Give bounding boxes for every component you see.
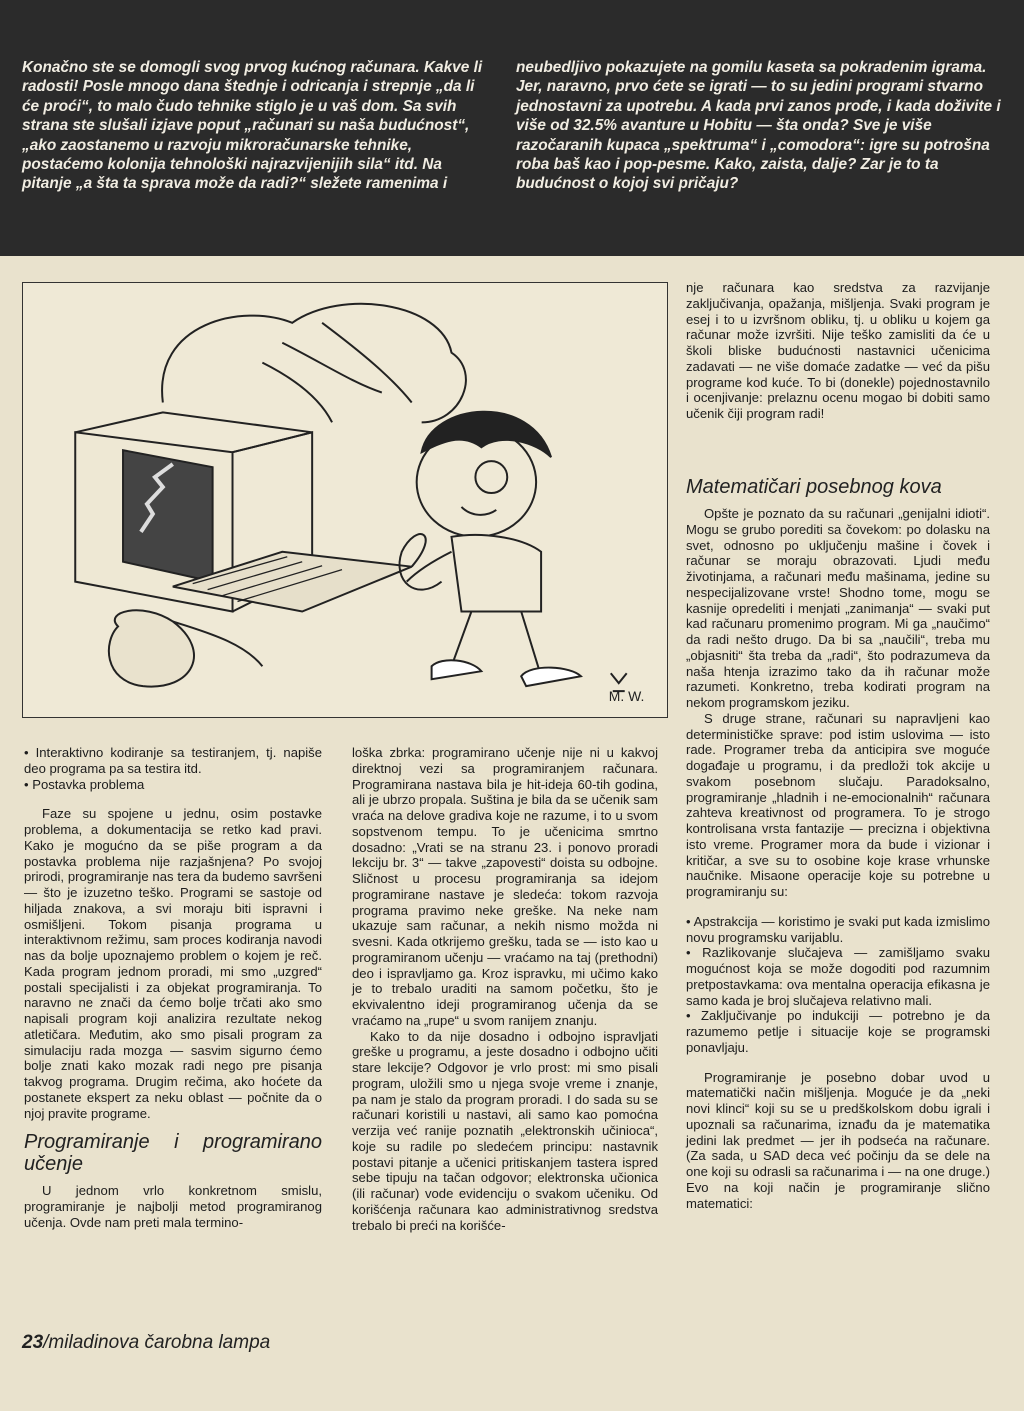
column-1 [24,745,322,1231]
intro-right: neubedljivo pokazujete na gomilu kaseta sa pokradenim igrama. Jer, naravno, prvo ćete se igrati — to su jedini programi stvarno jednostavni za upotrebu. A kada prvi zanos prođe, i kada doživite i više od 32.5% avanture u Hobitu — šta onda? Sve je više razočaranih kupaca „spektruma“ i „comodora“: igre su potrošna roba baš kao i pop-pesme. Kako, zaista, dalje? Zar je to ta budućnost o kojoj svi pričaju? [516,59,1001,193]
intro-left: Konačno ste se domogli svog prvog kućnog računara. Kakve li radosti! Posle mnogo dana štednje i odricanja i strepnje „da li će proći“, to malo čudo tehnike stiglo je u vaš dom. Sa svih strana ste slušali izjave poput „računari su naša budućnost“, „ako zaostanemo u razvoju mikroračunarske tehnike, postaćemo kolonija tehnološki najrazvijenijih sila“ itd. Na pitanje „a šta ta sprava može da radi?“ sležete ramenima i [22,59,483,193]
page-footer [22,1332,270,1354]
col2-paragraph-1: loška zbrka: programirano učenje nije ni u kakvoj direktnoj vezi sa programiranjem računara. Programirana nastava bila je hit-ideja 60-tih godina, ali je ubrzo propala. Suština je bila da se učenik sam vraća na delove gradiva koje ne razume, i to u svom sopstvenom tempu. To je učenicima smrtno dosadno: „Vrati se na stranu 23. i ponovo proradi lekciju br. 3“ — takve „zapovesti“ doista su odbojne. Sličnost u procesu programiranja sa idejom programirane nastave je sledeća: tokom razvoja programa pravimo neke greške. Na neke nam ukazuje sam računar, a nekih nismo možda ni svesni. Kada otkrijemo grešku, tada se — isto kao u programiranom učenju — vraćamo na taj (prethodni) deo i ispravljamo ga. Kroz ispravku, mi učimo kako je to trebalo uraditi na samom početku, što je ekvivalentno ideji programiranog učenja da se vraćamo na „rupe“ u svom ranijem znanju. [352,745,658,1028]
col2-paragraph-2: Kako to da nije dosadno i odbojno ispravljati greške u programu, a jeste dosadno i odbojno učiti stare lekcije? Odgovor je vrlo prost: mi smo pisali program, uložili smo u njega svoje vreme i znanje, pa nam je stalo da program proradi. I do sada su se računari koristili u nastavi, ali samo kao pomoćna verzija već ranije poznatih „elektronskih učinioca“, koje su radile po sledećem principu: nastavnik postavi pitanje a učenici pritiskanjem tastera ispred sebe tipuju na tačan odgovor; elektronska učionica (ili računar) vode evidenciju o svakom učeniku. Od korišćenja računara kao administrativnog sredstva trebalo bi preći na korišće- [352,1028,658,1233]
col3-paragraph-4: Programiranje je posebno dobar uvod u matematički način mišljenja. Moguće je da „neki novi klinci“ koji su se u predškolskom dobu igrali i upoznali sa računarima, iznađu da je matematika jedini lak predmet — jer ih podseća na računare. (Za sada, u SAD deca već počinju da se dele na one koji su odrasli sa računarima i — na one druge.) Evo na koji način je programiranje slično matematici: [686,1069,990,1211]
col1-paragraph-1: Faze su spojene u jednu, osim postavke problema, a dokumentacija se retko kad pravi. Kako je mogućno da se piše program a da postavka problema nije razjašnjena? Po svojoj prirodi, programiranje nas tera da budemo savršeni — što je izuzetno teško. Programi se sastoje od hiljada znakova, a svi moraju biti ispravni i osmišljeni. Tokom pisanja programa u interaktivnom režimu, sam proces kodiranja navodi nas da bolje upoznajemo problem o kojem je reč. Kada program jednom proradi, mi smo „uzgred“ postali specijalisti i za objekat programiranja. To naravno ne znači da ćemo bolje trčati ako smo napisali program koji analizira rezultate nekog atletičara. Međutim, ako smo pisali program za simulaciju rada mozga — sasvim sigurno ćemo bolje znati kako mozak radi nego pre pisanja takvog programa. Drugim rečima, ako hoćete da postanete ekspert za neku oblast — počnite da o njoj pravite programe. [24,806,322,1121]
column-3 [686,476,990,1211]
intro-banner [0,0,1024,256]
cartoon-illustration [22,282,668,718]
column-2 [352,745,658,1233]
bullet-problem-setup: • Postavka problema [24,776,145,792]
column-3-top [686,280,990,422]
col3-paragraph-1: nje računara kao sredstva za razvijanje zaključivanja, opažanja, mišljenja. Svaki program je esej i to u izvršnom obliku, tj. u obliku u kojem ga računar može izvršiti. Nije teško zamisliti da će u školi bliske budućnosti nastavnici učenicima zadavati — ne više domaće zadatke — već da pišu programe kod kuće. To bi (donekle) pojednostavnilo i ocenjivanje: prelaznu ocenu mogao bi dobiti samo učenik čiji program radi! [686,280,990,421]
publication-title: /miladinova čarobna lampa [43,1332,271,1353]
col3-paragraph-3: S druge strane, računari su napravljeni kao determinističke sprave: pod istim uslovima — isto rade. Programer treba da anticipira sve moguće događaje u programu, i da predloži tok akcije u svakom posebnom slučaju. Paradoksalno, programiranje „hladnih i ne-emocionalnih“ računara zahteva kreativnost od programera. To je strogo kontrolisana vrsta fantazije — precizna i objektivna isto vreme. Programer mora da bude i vizionar i kritičar, a sve su to osobine koje krase vrhunske naučnike. Misaone operacije koje su potrebne u programiranju su: [686,710,990,899]
page-number: 23 [22,1332,44,1353]
bullet-abstraction: • Apstrakcija — koristimo je svaki put kada izmislimo novu programsku varijablu. [686,913,990,945]
bullet-case-analysis: • Razlikovanje slučajeva — zamišljamo svaku mogućnost koja se može dogoditi pod razumnim pretpostavkama: ova mentalna operacija efikasna je samo kada je broj slučajeva relativno mali. [686,945,990,1008]
bullet-induction: • Zaključivanje po indukciji — potrebno je da razumemo petlje i situacije koje se programski ponavljaju. [686,1008,990,1055]
col1-paragraph-2: U jednom vrlo konkretnom smislu, programiranje je najbolji metod programiranog učenja. Ovde nam preti mala termino- [24,1183,322,1230]
bullet-interactive-coding: • Interaktivno kodiranje sa testiranjem, tj. napiše deo programa pa sa testira itd. [24,745,322,776]
heading-matematicari: Matematičari posebnog kova [686,476,942,498]
col3-paragraph-2: Opšte je poznato da su računari „genijalni idioti“. Mogu se grubo porediti sa čovekom: po dolasku na svet, odnosno po uključenju mašine i čovek i računar se moraju obrazovati. Ljudi među životinjama, a računari među mašinama, jedine su nespecijalizovane vrste! Shodno tome, mogu se kasnije opredeliti i menjati „zanimanja“ — svaki put kad računaru promenimo program. Mi ga „naučimo“ da radi nešto drugo. Da bi sa „naučili“, treba mu „objasniti“ šta treba da „radi“, što podrazumeva da naša htenja izrazimo tako da ih računar može razumeti. Konkretno, treba kodirati program na nekom programskom jeziku. [686,506,990,710]
boy-computer-drawing [23,283,667,717]
illustration-signature: M. W. [608,688,645,705]
heading-programiranje: Programiranje i programirano učenje [24,1131,322,1176]
